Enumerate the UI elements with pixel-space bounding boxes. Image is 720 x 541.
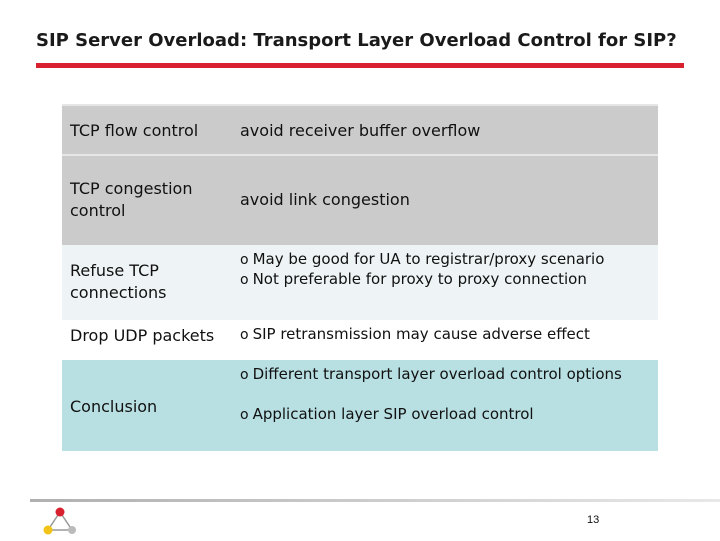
logo-icon: [34, 505, 84, 541]
row-label-line: connections: [70, 283, 167, 302]
table-row: [62, 106, 658, 154]
row-label-line: TCP congestion: [70, 179, 193, 198]
title-rule: [36, 63, 684, 68]
bullet-item: [240, 249, 604, 270]
bullet-item: [240, 404, 534, 425]
row-label-line: Refuse TCP: [70, 261, 159, 280]
row-label: [70, 178, 192, 222]
table-row: [62, 245, 658, 320]
bullet-text: Different transport layer overload control options: [252, 365, 622, 383]
table-row: [62, 320, 658, 360]
table-row: [62, 360, 658, 451]
bullet-text: SIP retransmission may cause adverse effect: [252, 325, 590, 343]
bullet-item: [240, 364, 622, 385]
row-label-line: control: [70, 201, 126, 220]
row-label: Conclusion: [70, 397, 158, 416]
bullet-icon: o: [240, 327, 249, 343]
bullet-text: Application layer SIP overload control: [252, 405, 534, 423]
page-number: 13: [587, 514, 600, 526]
row-description: avoid link congestion: [240, 190, 410, 209]
bullet-icon: o: [240, 407, 249, 423]
comparison-table: [62, 104, 658, 451]
footer-rule: [30, 499, 720, 502]
row-label: TCP flow control: [70, 121, 199, 140]
row-label: Drop UDP packets: [70, 326, 215, 345]
row-label: [70, 260, 167, 304]
table-row: [62, 156, 658, 245]
bullet-icon: o: [240, 252, 249, 268]
bullet-item: [240, 269, 587, 290]
bullet-item: [240, 324, 590, 345]
bullet-text: May be good for UA to registrar/proxy scenario: [252, 250, 605, 268]
page-title: SIP Server Overload: Transport Layer Overload Control for SIP?: [36, 30, 677, 51]
bullet-icon: o: [240, 367, 249, 383]
row-description: avoid receiver buffer overflow: [240, 121, 481, 140]
bullet-icon: o: [240, 272, 249, 288]
bullet-text: Not preferable for proxy to proxy connection: [252, 270, 587, 288]
